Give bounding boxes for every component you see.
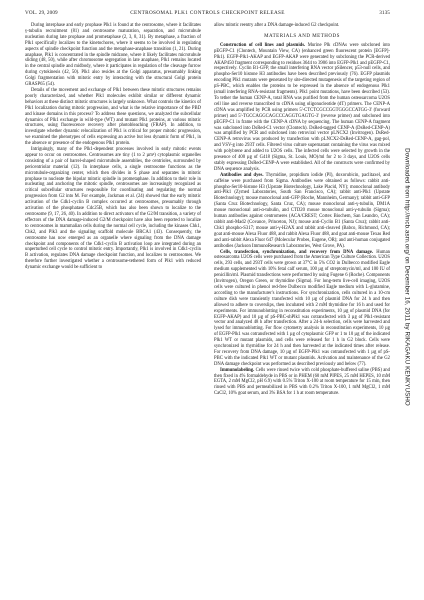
body-paragraph: Intriguingly, many of the Plk1-dependent processes involved in early mitotic events appear to occur on centrosomes. Centrosomes are tiny (1 to 2 µm³) cytoplasmic organelles consisting of a pair of barrel-shaped microtubule assemblies, the centrioles, surrounded by pericentriolar material (12). In interphase cells, a single centrosome functions as the microtubule-organizing center, which then divides in S phase and separates in mitotic prophase to nucleate the bipolar mitotic spindle in prometaphase. In addition to their role in nucleating and anchoring the mitotic spindle, centrosomes are increasingly recognized as critical subcellular structures responsible for coordinating and regulating the normal progression from G2 into M. For example, Jackman et al. (24) showed that the early mitotic activation of the Cdk1-cyclin B complex occurred at centrosomes, presumably through activation of the phosphatase Cdc25B, which has also been shown to localize to the centrosome (9, 17, 26, 40). In addition to direct activators of the G2/M transition, a variety of effectors of the DNA damage-induced G2/M checkpoint have also been reported to localize to centrosomes in mammalian cells during the normal cell cycle, including the kinases Chk1, Chk2, and Plk3 and the signaling scaffold molecule BRCA1 (43). Consequently, the centrosome has now emerged as an organelle where signaling from the DNA damage checkpoint and components of the Cdk1-cyclin B activation loop are integrated during an unperturbed cell cycle to control mitotic entry. Importantly, Plk1 is involved in Cdk1-cyclin B activation, regulates DNA damage checkpoint function, and localizes to centrosomes. We therefore further investigated whether a centrosome-tethered form of Plk1 with reduced dynamic exchange would be sufficient to — [25, 147, 201, 271]
page-number: 3135 — [379, 10, 390, 16]
methods-block — [214, 250, 390, 368]
download-watermark-text: Downloaded from http://mcb.asm.org/ on December 16, 2011 by RIKAGAKU KENKYUSHO — [403, 148, 411, 406]
methods-subhead: Construction of cell lines and plasmids. — [220, 42, 308, 48]
methods-text: Murine Plk cDNAs were subcloned into pEGFP-C1 (Clontech, Mountain View, CA) (enhanced green fluorescent protein [EGFP]-Plk1). EGFP-Plk1-AKAP and EGFP-AKAP were generated by subcloning the PCR-derived AKAP450 fragment corresponding to residues 3644 to 3906 into EGFP-Plk1 and pEGFP-C1, respectively. Cyclin B1-GFP, the small interfering RNA vector pSilencer, p53-null cells, and phospho-Ser10 histone H3 antibodies have been described previously (76). EGFP plasmids encoding Plk1 mutants were generated by site-directed mutagenesis of the targeting region of pS-PBC, which enables the proteins to be expressed in the absence of endogenous Plk1 (small interfering RNA-resistant fragments). Plk1 point mutations, have been described (53). To tether the human CENP-A, total RNA was purified from the human osteosarcoma U2OS cell line and reverse transcribed to cDNA using oligonucleotide (dT) primers. The CENP-A cDNA was amplified by PCR using primers 5'-CTCTCGCCGGTGGGCCATGG-3' (forward primer) and 5'-TGCCAGGCAGCCCAGGTGAGTG-3' (reverse primer) and subcloned into pEGFP-C1 in frame with the CENP-A cDNA by sequencing. The human CENP-A fragment was subcloned into DsRed-C1 vector (Clontech). DsRed-tagged CENP-A (DsRed-CENP-A) was amplified by PCR and subcloned into retroviral vector pLNCX2 (Invitrogen). DsRed-CENP-A retrovirus was produced by transfection with pLNCX2-DsRed-CENP-A, gag-pol, and VSV-g into 293T cells. Filtered virus culture supernatant containing the virus was mixed with polybrene and added to U2OS cells. The infected cells were selected by growth in the presence of 400 µg of G418 (Sigma, St. Louis, MO)/ml for 2 to 3 days, and U2OS cells stably expressing DsRed-CENP-A were established. All of the constructs were confirmed by DNA sequence analysis. — [214, 42, 390, 172]
download-watermark — [397, 62, 417, 492]
methods-subhead: Antibodies and dyes. — [220, 172, 266, 178]
volume-date: VOL. 29, 2009 — [25, 10, 58, 16]
section-heading: MATERIALS AND METHODS — [264, 33, 340, 39]
methods-block — [214, 173, 390, 250]
running-header — [25, 8, 390, 18]
left-column — [25, 23, 201, 271]
methods-subhead: Cells, transfection, synchronization, and recovery from DNA damage. — [220, 249, 377, 255]
methods-block — [214, 43, 390, 173]
right-column — [214, 23, 390, 397]
methods-text: Thymidine, propidium iodide (PI), doxorubicin, paclitaxel, and caffeine were purchased from Sigma. Antibodies were obtained as follows: rabbit anti-phospho-Ser10-histone H3 (Upstate Biotechnology, Lake Placid, NY); monoclonal antibody anti-Plk1 (Zymed Laboratories, South San Francisco, CA); rabbit anti-Plk1 (Upstate Biotechnology); mouse monoclonal anti-GFP (Roche, Mannheim, Germany); rabbit anti-GFP (Santa Cruz Biotechnology, Santa Cruz, CA); mouse monoclonal anti-γ-tubulin, DM1A mouse monoclonal anti-α-tubulin, and CTD20 mouse monoclonal anti-γ-tubulin (Sigma); human antibodies against centromeres (ACA/CREST; Cortex Biochem, San Leandro, CA); rabbit anti-Mad2 (Covance, Princeton, NJ); mouse anti-Cyclin B1 (Santa Cruz); rabbit anti-Chk1 phospho-S317; mouse anti-γ-H2AX and rabbit anti-cleaved (Babco, Richmond, CA); goat anti-mouse Alexa Fluor 488, and rabbit Alexa Fluor 488, and goat anti-mouse Texas Red and anti-rabbit Alexa Fluor 647 (Molecular Probes, Eugene, OR); and anti-human conjugated antibodies (Jackson ImmunoResearch Laboratories, West Grove, PA). — [214, 172, 390, 249]
methods-text: Human osteosarcoma U2OS cells were purchased from the American Type Culture Collection. U2OS cells, 293 cells, and 293T cells were grown at 37°C in 5% CO2 in Dulbecco modified Eagle medium supplemented with 10% fetal calf serum, 100 µg of streptomycin/ml, and 100 IU of penicillin/ml. Plasmid transfections were performed by using Fugene 6 (Roche). Components (Invitrogen), Oregon Green, or thymidine (Sigma). For long-term live-cell imaging, U2OS cells were cultured in phenol red-free Dulbecco modified Eagle medium with L-glutamine, according to the manufacturer's instructions. For synchronization, cells cultured in a 10-cm culture dish were transiently transfected with 10 µg of plasmid DNA for 24 h and then allowed to adhere to coverslips, then incubated with 2 mM thymidine for 16 h and used for experiments. For immunoblotting in reconstitution experiments, 10 µg of plasmid DNA (for EGFP-AKAP) and 10 µg of pS-PBC-shPlk1 was cotransfected with 3 µg of Plk1-resistant vector and analyzed 48 h after transfection. After a 24-h selection, cells were harvested and lysed for immunoblotting. For flow cytometry analysis in reconstitution experiments, 10 µg of EGFP-Plk1 was cotransfected with 1 µg of cytoplasmic GFP or 1 to 10 µg of the indicated Plk1 WT or mutant plasmids, and cells were released for 1 h in G2 block. Cells were synchronized in thymidine for 24 h and then harvested at the indicated times after release. For recovery from DNA damage, 10 µg of EGFP-Plk1 was cotransfected with 1 µg of pS-PBC with the indicated Plk1 WT or mutant plasmids. Activation and maintenance of the G2 DNA damage checkpoint was performed as described previously and below (77). — [214, 249, 390, 367]
running-title: CENTROSOMAL PLK1 CONTROLS CHECKPOINT RELEASE — [130, 10, 285, 16]
methods-text: Cells were rinsed twice with cold phosphate-buffered saline (PBS) and then fixed in 4% formaldehyde in PBS or in PHEM (60 mM PIPES, 25 mM HEPES, 10 mM EGTA, 2 mM MgCl2, pH 6.9) with 0.5% Triton X-100 at room temperature for 15 min, then rinsed with PBS and permeabilized in PBS with 0.2% Triton X-100, 1 mM MgCl2, 1 mM CaCl2, 10% goat serum, and 3% BSA for 1 h at room temperature. — [214, 367, 390, 397]
methods-block — [214, 368, 390, 398]
body-paragraph: Details of the movement and exchange of Plk1 between these mitotic structures remains poorly characterized, and whether Plk1 molecules exhibit similar or different dynamic behaviors at these distinct mitotic structures is largely unknown. What controls the kinetics of Plk1 localization during mitotic progression, and what is the relative importance of the PBD and kinase domains in this process? To address these questions, we analyzed the subcellular dynamics of Plk1 exchange in wild-type (WT) and mutant Plk1 proteins, at various mitotic structures, using fluorescence recovery after photobleaching (FRAP). In addition, to investigate whether dynamic relocalization of Plk1 is critical for proper mitotic progression, we examined the phenotypes of cells expressing an active but less dynamic form of Plk1, in the absence or presence of the endogenous Plk1 protein. — [25, 87, 201, 147]
methods-subhead: Immunolabeling. — [220, 367, 256, 373]
body-paragraph: During interphase and early prophase Plk1 is found at the centrosome, where it facilitates γ-tubulin recruitment (81) and centrosome maturation, separation, and microtubule nucleation during late prophase and prometaphase (2, 3, 8, 31). By metaphase, a fraction of Plk1 specifically localizes to the kinetochores, where it seems to be involved in regulating aspects of spindle checkpoint function and the metaphase-anaphase transition (1, 21). During anaphase, Plk1 is concentrated in the spindle midzone, where it likely facilitates microtubule sliding (48, 50), while after chromosome segregation in late anaphase, Plk1 remains located in the central spindle and midbody, where it participates in regulation of the cleavage furrow during cytokinesis (42, 50). Plk1 also resides at the Golgi apparatus, presumably linking Golgi fragmentation with mitotic entry by interacting with the structural Golgi protein GRASP65 (54). — [25, 23, 201, 88]
body-paragraph: allow mitotic reentry after a DNA damage-induced G2 checkpoint. — [214, 23, 340, 28]
